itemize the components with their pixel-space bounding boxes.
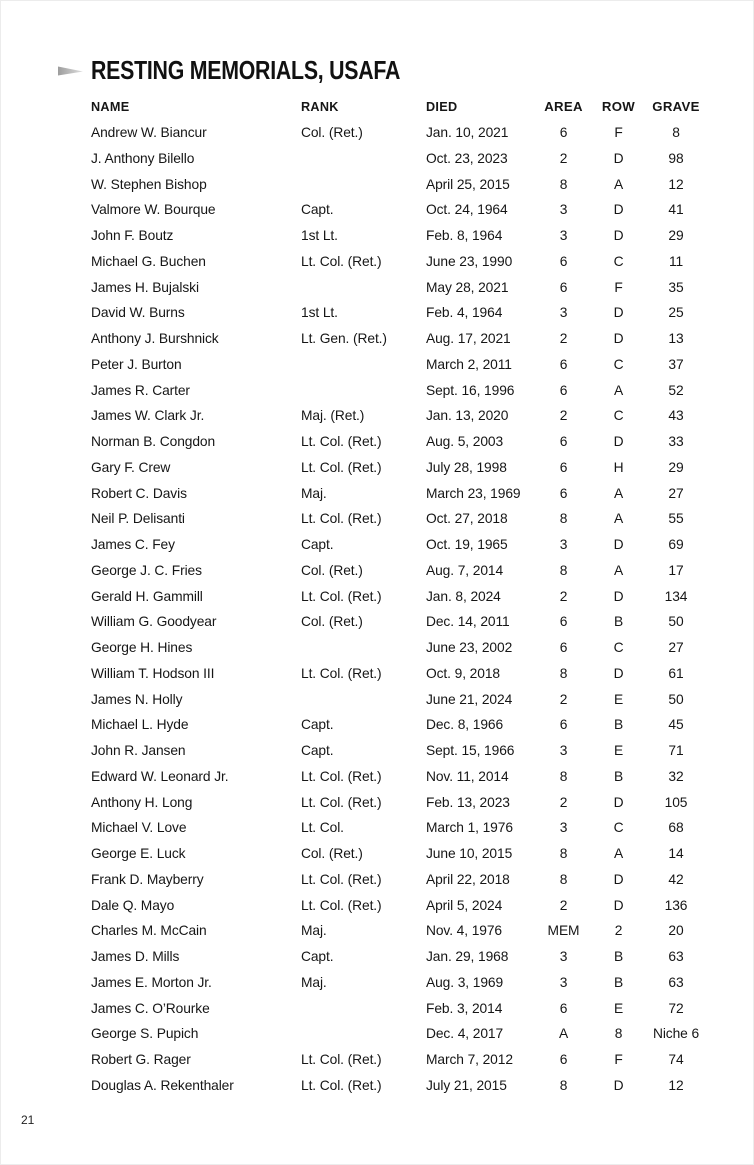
cell-grave: 8 — [672, 125, 680, 141]
cell-grave: 134 — [664, 588, 688, 604]
cell-name: Anthony H. Long — [91, 794, 193, 810]
cell-row: A — [613, 485, 624, 501]
cell-grave: 35 — [668, 279, 684, 295]
cell-row: E — [613, 1000, 624, 1016]
cell-row: A — [613, 176, 624, 192]
cell-name: Gerald H. Gammill — [91, 588, 203, 604]
cell-died: June 23, 1990 — [426, 253, 513, 269]
table-row — [91, 944, 706, 970]
cell-name: Peter J. Burton — [91, 356, 182, 372]
cell-row: D — [613, 1077, 624, 1093]
cell-died: Feb. 3, 2014 — [426, 1000, 503, 1016]
cell-name: John F. Boutz — [91, 228, 174, 244]
table-row — [91, 352, 706, 378]
cell-grave: 17 — [668, 562, 684, 578]
cell-rank: Lt. Col. (Ret.) — [301, 1052, 382, 1068]
cell-area: 8 — [559, 176, 568, 192]
cell-name: James W. Clark Jr. — [91, 408, 205, 424]
cell-name: Gary F. Crew — [91, 459, 171, 475]
table-row — [91, 197, 706, 223]
table-row — [91, 171, 706, 197]
column-header-area: AREA — [544, 99, 583, 115]
cell-area: 6 — [559, 717, 568, 733]
cell-rank: Capt. — [301, 717, 334, 733]
cell-name: George H. Hines — [91, 640, 193, 656]
cell-died: Dec. 8, 1966 — [426, 717, 504, 733]
cell-died: Jan. 13, 2020 — [426, 408, 509, 424]
table-row — [91, 455, 706, 481]
cell-rank: Col. (Ret.) — [301, 562, 363, 578]
cell-name: James D. Mills — [91, 949, 180, 965]
cell-died: March 1, 1976 — [426, 820, 513, 836]
cell-rank: Lt. Col. (Ret.) — [301, 588, 382, 604]
cell-row: C — [613, 820, 624, 836]
cell-name: Dale Q. Mayo — [91, 897, 175, 913]
table-row — [91, 789, 706, 815]
table-header-row — [91, 94, 706, 120]
cell-grave: 41 — [668, 202, 684, 218]
table-row — [91, 970, 706, 996]
cell-row: A — [613, 846, 624, 862]
cell-grave: 50 — [668, 691, 684, 707]
cell-rank: 1st Lt. — [301, 228, 338, 244]
cell-area: 2 — [559, 408, 568, 424]
column-header-row: ROW — [601, 99, 636, 115]
cell-died: Oct. 24, 1964 — [426, 202, 508, 218]
cell-row: A — [613, 382, 624, 398]
cell-grave: 12 — [668, 1077, 684, 1093]
table-row — [91, 867, 706, 893]
table-row — [91, 506, 706, 532]
cell-died: Aug. 17, 2021 — [426, 331, 511, 347]
pennant-arrow-icon — [58, 66, 83, 76]
cell-area: 8 — [559, 768, 568, 784]
cell-died: Aug. 3, 1969 — [426, 974, 504, 990]
table-row — [91, 738, 706, 764]
cell-name: James C. O’Rourke — [91, 1000, 210, 1016]
table-row — [91, 558, 706, 584]
cell-area: 3 — [559, 202, 568, 218]
cell-died: Jan. 10, 2021 — [426, 125, 509, 141]
cell-area: 8 — [559, 562, 568, 578]
cell-died: May 28, 2021 — [426, 279, 509, 295]
cell-grave: 33 — [668, 434, 684, 450]
cell-area: 6 — [559, 125, 568, 141]
cell-row: D — [613, 588, 624, 604]
cell-row: C — [613, 640, 624, 656]
cell-row: B — [613, 717, 624, 733]
cell-row: D — [613, 150, 624, 166]
cell-rank: Maj. (Ret.) — [301, 408, 365, 424]
cell-died: Dec. 14, 2011 — [426, 614, 510, 630]
table-row — [91, 892, 706, 918]
table-row — [91, 918, 706, 944]
cell-rank: Lt. Col. (Ret.) — [301, 253, 382, 269]
cell-name: James C. Fey — [91, 537, 175, 553]
cell-grave: 52 — [668, 382, 684, 398]
cell-row: D — [613, 434, 624, 450]
cell-row: D — [613, 331, 624, 347]
cell-row: C — [613, 408, 624, 424]
cell-name: J. Anthony Bilello — [91, 150, 195, 166]
cell-area: 6 — [559, 382, 568, 398]
cell-area: 8 — [559, 665, 568, 681]
cell-died: Sept. 16, 1996 — [426, 382, 515, 398]
cell-died: March 7, 2012 — [426, 1052, 513, 1068]
cell-grave: 29 — [668, 228, 684, 244]
cell-grave: 14 — [668, 846, 684, 862]
cell-died: Jan. 8, 2024 — [426, 588, 501, 604]
cell-row: E — [613, 691, 624, 707]
cell-name: Michael L. Hyde — [91, 717, 189, 733]
cell-died: April 22, 2018 — [426, 871, 510, 887]
cell-grave: 68 — [668, 820, 684, 836]
cell-area: 2 — [559, 897, 568, 913]
cell-died: June 23, 2002 — [426, 640, 513, 656]
cell-rank: Capt. — [301, 949, 334, 965]
cell-row: D — [613, 794, 624, 810]
cell-grave: 61 — [668, 665, 684, 681]
cell-area: 3 — [559, 228, 568, 244]
cell-rank: Col. (Ret.) — [301, 846, 363, 862]
cell-died: March 2, 2011 — [426, 356, 512, 372]
cell-name: Douglas A. Rekenthaler — [91, 1077, 234, 1093]
column-header-name: NAME — [91, 99, 130, 115]
cell-name: Norman B. Congdon — [91, 434, 216, 450]
column-header-rank: RANK — [301, 99, 339, 115]
cell-name: George S. Pupich — [91, 1026, 199, 1042]
cell-grave: 105 — [664, 794, 688, 810]
cell-name: William G. Goodyear — [91, 614, 217, 630]
cell-rank: Lt. Col. (Ret.) — [301, 511, 382, 527]
cell-grave: 63 — [668, 949, 684, 965]
table-row — [91, 1073, 706, 1099]
table-row — [91, 841, 706, 867]
cell-died: Aug. 5, 2003 — [426, 434, 504, 450]
cell-area: A — [558, 1026, 569, 1042]
cell-rank: Lt. Col. (Ret.) — [301, 434, 382, 450]
cell-area: 6 — [559, 356, 568, 372]
cell-rank: Lt. Col. (Ret.) — [301, 665, 382, 681]
cell-grave: Niche 6 — [652, 1026, 700, 1042]
cell-area: 3 — [559, 743, 568, 759]
cell-area: 3 — [559, 974, 568, 990]
table-row — [91, 377, 706, 403]
cell-rank: Lt. Gen. (Ret.) — [301, 331, 387, 347]
cell-died: Oct. 19, 1965 — [426, 537, 508, 553]
cell-died: Nov. 4, 1976 — [426, 923, 503, 939]
cell-area: 6 — [559, 434, 568, 450]
table-row — [91, 532, 706, 558]
cell-rank: Col. (Ret.) — [301, 125, 363, 141]
cell-area: 6 — [559, 1052, 568, 1068]
cell-rank: Maj. — [301, 485, 327, 501]
cell-rank: Lt. Col. (Ret.) — [301, 871, 382, 887]
cell-name: Anthony J. Burshnick — [91, 331, 219, 347]
cell-died: April 5, 2024 — [426, 897, 503, 913]
memorial-table-body — [91, 120, 706, 1099]
table-row — [91, 609, 706, 635]
cell-row: B — [613, 614, 624, 630]
cell-row: F — [614, 279, 623, 295]
table-row — [91, 583, 706, 609]
cell-area: 6 — [559, 1000, 568, 1016]
cell-died: Oct. 23, 2023 — [426, 150, 508, 166]
cell-name: George E. Luck — [91, 846, 186, 862]
cell-name: Robert C. Davis — [91, 485, 187, 501]
memorial-table — [91, 94, 706, 1098]
cell-name: James R. Carter — [91, 382, 190, 398]
cell-rank: Lt. Col. (Ret.) — [301, 794, 382, 810]
cell-died: Feb. 13, 2023 — [426, 794, 510, 810]
cell-rank: Lt. Col. — [301, 820, 344, 836]
cell-row: A — [613, 562, 624, 578]
table-row — [91, 429, 706, 455]
cell-row: F — [614, 125, 623, 141]
cell-area: 6 — [559, 253, 568, 269]
cell-grave: 50 — [668, 614, 684, 630]
cell-row: F — [614, 1052, 623, 1068]
table-row — [91, 1047, 706, 1073]
cell-area: 8 — [559, 871, 568, 887]
cell-died: April 25, 2015 — [426, 176, 510, 192]
table-row — [91, 326, 706, 352]
cell-name: John R. Jansen — [91, 743, 186, 759]
cell-died: Nov. 11, 2014 — [426, 768, 509, 784]
cell-row: E — [613, 743, 624, 759]
cell-area: 2 — [559, 150, 568, 166]
cell-grave: 13 — [668, 331, 684, 347]
cell-name: Neil P. Delisanti — [91, 511, 185, 527]
table-row — [91, 120, 706, 146]
table-row — [91, 300, 706, 326]
cell-row: C — [613, 356, 624, 372]
column-header-died: DIED — [426, 99, 458, 115]
cell-area: 6 — [559, 614, 568, 630]
cell-rank: Lt. Col. (Ret.) — [301, 459, 382, 475]
cell-name: Charles M. McCain — [91, 923, 207, 939]
cell-grave: 74 — [668, 1052, 684, 1068]
cell-rank: 1st Lt. — [301, 305, 338, 321]
cell-died: Feb. 4, 1964 — [426, 305, 503, 321]
cell-area: 8 — [559, 511, 568, 527]
cell-name: William T. Hodson III — [91, 665, 215, 681]
cell-row: D — [613, 228, 624, 244]
cell-area: 3 — [559, 820, 568, 836]
table-row — [91, 249, 706, 275]
cell-row: B — [613, 768, 624, 784]
cell-name: Edward W. Leonard Jr. — [91, 768, 229, 784]
cell-row: D — [613, 897, 624, 913]
cell-grave: 37 — [668, 356, 684, 372]
table-row — [91, 146, 706, 172]
cell-grave: 42 — [668, 871, 684, 887]
cell-died: Jan. 29, 1968 — [426, 949, 509, 965]
cell-area: 2 — [559, 691, 568, 707]
table-row — [91, 274, 706, 300]
table-row — [91, 995, 706, 1021]
cell-grave: 45 — [668, 717, 684, 733]
table-row — [91, 403, 706, 429]
column-header-grave: GRAVE — [652, 99, 700, 115]
cell-grave: 29 — [668, 459, 684, 475]
cell-grave: 20 — [668, 923, 684, 939]
table-row — [91, 661, 706, 687]
cell-rank: Lt. Col. (Ret.) — [301, 897, 382, 913]
cell-row: D — [613, 305, 624, 321]
cell-row: B — [613, 974, 624, 990]
cell-area: MEM — [547, 923, 580, 939]
cell-died: Aug. 7, 2014 — [426, 562, 504, 578]
cell-area: 3 — [559, 537, 568, 553]
cell-grave: 27 — [668, 485, 684, 501]
cell-name: W. Stephen Bishop — [91, 176, 207, 192]
table-row — [91, 712, 706, 738]
cell-grave: 98 — [668, 150, 684, 166]
cell-area: 2 — [559, 794, 568, 810]
table-row — [91, 815, 706, 841]
cell-row: 2 — [614, 923, 623, 939]
cell-rank: Capt. — [301, 537, 334, 553]
cell-area: 6 — [559, 640, 568, 656]
cell-rank: Capt. — [301, 743, 334, 759]
cell-area: 8 — [559, 1077, 568, 1093]
cell-row: 8 — [614, 1026, 623, 1042]
cell-rank: Maj. — [301, 974, 327, 990]
cell-name: David W. Burns — [91, 305, 185, 321]
cell-died: Dec. 4, 2017 — [426, 1026, 504, 1042]
cell-grave: 12 — [668, 176, 684, 192]
cell-died: June 21, 2024 — [426, 691, 513, 707]
cell-grave: 32 — [668, 768, 684, 784]
cell-died: July 28, 1998 — [426, 459, 507, 475]
table-row — [91, 635, 706, 661]
cell-name: Frank D. Mayberry — [91, 871, 204, 887]
cell-area: 3 — [559, 305, 568, 321]
cell-grave: 71 — [668, 743, 684, 759]
cell-row: D — [613, 665, 624, 681]
cell-grave: 27 — [668, 640, 684, 656]
table-row — [91, 223, 706, 249]
cell-name: George J. C. Fries — [91, 562, 202, 578]
cell-died: Oct. 27, 2018 — [426, 511, 508, 527]
cell-name: Robert G. Rager — [91, 1052, 191, 1068]
cell-rank: Lt. Col. (Ret.) — [301, 768, 382, 784]
cell-name: Michael G. Buchen — [91, 253, 206, 269]
cell-grave: 43 — [668, 408, 684, 424]
cell-area: 6 — [559, 485, 568, 501]
cell-died: June 10, 2015 — [426, 846, 513, 862]
cell-grave: 72 — [668, 1000, 684, 1016]
cell-row: D — [613, 871, 624, 887]
cell-row: C — [613, 253, 624, 269]
cell-name: Valmore W. Bourque — [91, 202, 216, 218]
cell-grave: 136 — [664, 897, 688, 913]
cell-name: James E. Morton Jr. — [91, 974, 212, 990]
cell-grave: 25 — [668, 305, 684, 321]
cell-grave: 55 — [668, 511, 684, 527]
cell-rank: Maj. — [301, 923, 327, 939]
cell-area: 3 — [559, 949, 568, 965]
cell-rank: Capt. — [301, 202, 334, 218]
page-title: RESTING MEMORIALS, USAFA — [91, 55, 401, 85]
section-header — [58, 55, 468, 86]
cell-area: 6 — [559, 459, 568, 475]
cell-row: A — [613, 511, 624, 527]
cell-name: Michael V. Love — [91, 820, 187, 836]
cell-died: March 23, 1969 — [426, 485, 521, 501]
cell-area: 2 — [559, 331, 568, 347]
cell-died: July 21, 2015 — [426, 1077, 507, 1093]
cell-died: Oct. 9, 2018 — [426, 665, 500, 681]
cell-grave: 63 — [668, 974, 684, 990]
cell-row: D — [613, 537, 624, 553]
cell-grave: 11 — [668, 253, 684, 269]
page-number: 21 — [21, 1113, 35, 1127]
cell-grave: 69 — [668, 537, 684, 553]
table-row — [91, 1021, 706, 1047]
cell-rank: Lt. Col. (Ret.) — [301, 1077, 382, 1093]
cell-row: D — [613, 202, 624, 218]
cell-row: H — [613, 459, 624, 475]
cell-area: 6 — [559, 279, 568, 295]
cell-area: 2 — [559, 588, 568, 604]
cell-died: Feb. 8, 1964 — [426, 228, 503, 244]
cell-name: James H. Bujalski — [91, 279, 199, 295]
cell-name: Andrew W. Biancur — [91, 125, 207, 141]
table-row — [91, 686, 706, 712]
cell-name: James N. Holly — [91, 691, 183, 707]
cell-died: Sept. 15, 1966 — [426, 743, 515, 759]
table-row — [91, 480, 706, 506]
table-row — [91, 764, 706, 790]
cell-row: B — [613, 949, 624, 965]
cell-area: 8 — [559, 846, 568, 862]
cell-rank: Col. (Ret.) — [301, 614, 363, 630]
